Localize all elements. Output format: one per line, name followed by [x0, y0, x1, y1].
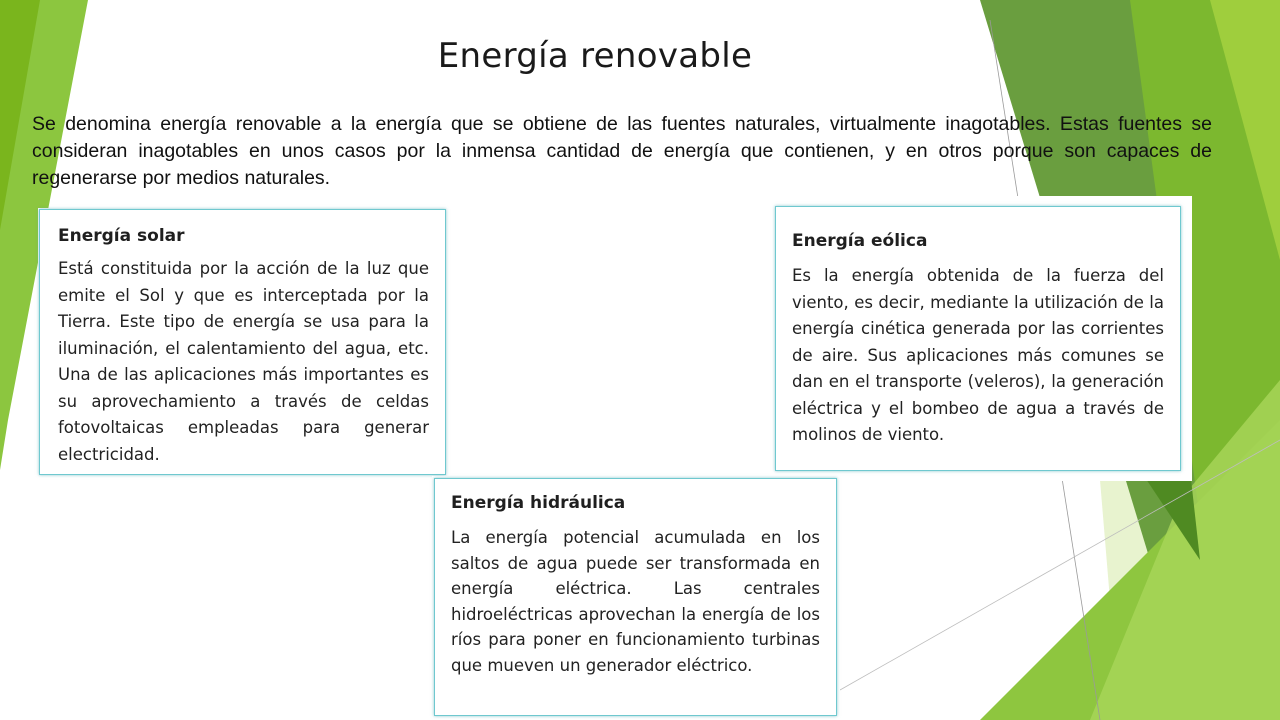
card-energia-eolica — [772, 196, 1192, 481]
intro-paragraph: Se denomina energía renovable a la energía que se obtiene de las fuentes naturales, virtualmente inagotables. Estas fuentes se consideran inagotables en unos casos por la inmensa cantidad de energía que contienen, y en otros porque son capaces de regenerarse por medios naturales. — [32, 113, 1212, 189]
card-heading: Energía hidráulica — [451, 493, 626, 513]
card-body: Es la energía obtenida de la fuerza del viento, es decir, mediante la utilización de la energía cinética generada por las corrientes de aire. Sus aplicaciones más comunes se dan en el transporte (veleros), la generación eléctrica y el bombeo de agua a través de molinos de viento. — [792, 266, 1164, 444]
card-energia-hidraulica — [432, 476, 840, 718]
card-heading: Energía solar — [58, 226, 185, 246]
card-body: La energía potencial acumulada en los saltos de agua puede ser transformada en energía eléctrica. Las centrales hidroeléctricas aprovechan la energía de los ríos para poner en funcionamiento turbinas que mueven un generador eléctrico. — [451, 528, 820, 675]
card-body: Está constituida por la acción de la luz que emite el Sol y que es interceptada por la Tierra. Este tipo de energía se usa para la iluminación, el calentamiento del agua, etc. Una de las aplicaciones más importantes es su aprovechamiento a través de celdas fotovoltaicas empleadas para generar electricidad. — [58, 259, 429, 464]
card-heading: Energía eólica — [792, 231, 928, 251]
card-energia-solar — [38, 208, 447, 476]
slide-title: Energía renovable — [437, 36, 753, 76]
